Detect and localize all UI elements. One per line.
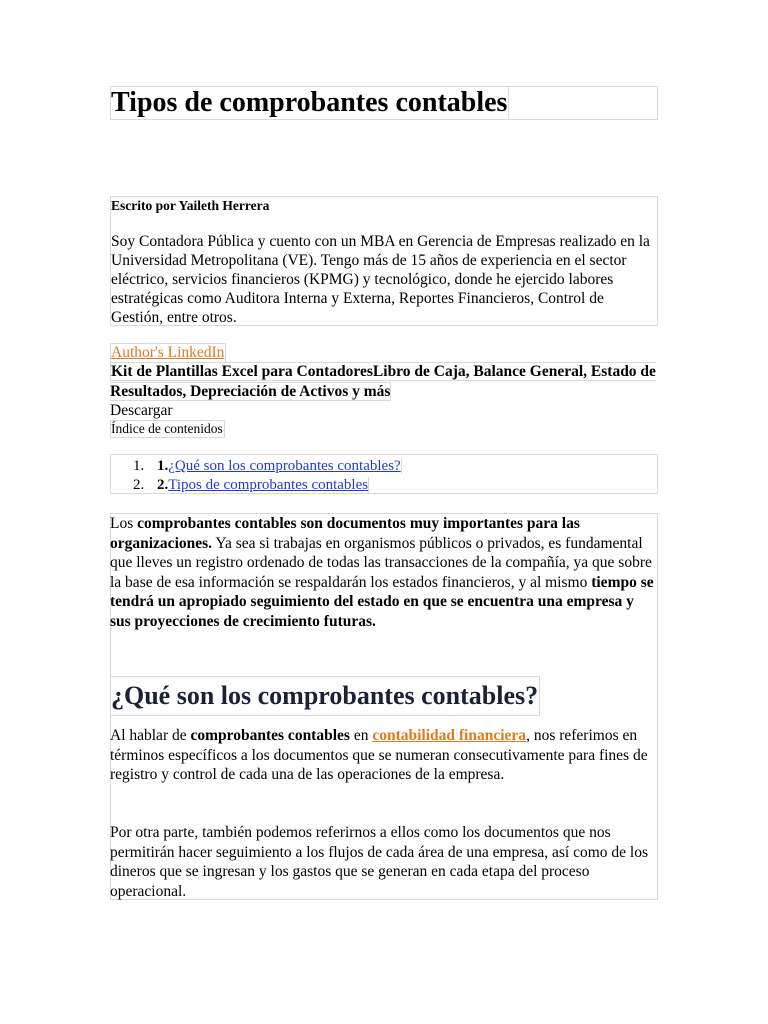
author-byline: Escrito por Yaileth Herrera [111,198,270,213]
toc-label: Índice de contenidos [111,421,223,436]
toc-item-2-listnum: 2. [133,477,145,493]
toc-list [110,454,658,494]
intro-bold-2: tiempo se tendrá un apropiado seguimiento del estado en que se encuentra una empresa y sus proyecciones de crecimiento futuras. [110,573,654,630]
page-title: Tipos de comprobantes contables [111,87,508,118]
author-linkedin-link[interactable]: Author's LinkedIn [111,344,225,361]
section1-paragraph-1 [110,726,658,785]
p1-text-c: en [349,727,373,744]
p1-text-d: , nos referimos en términos específicos a los documentos que se numeran consecutivamente para fines de registro y control de cada una de las operaciones de la empresa. [110,727,648,784]
intro-paragraph [110,514,658,632]
kit-promo-title[interactable] [110,362,658,402]
contabilidad-financiera-link[interactable]: contabilidad financiera [372,727,527,744]
author-bio: Soy Contadora Pública y cuento con un MBA en Gerencia de Empresas realizado en la Universidad Metropolitana (VE). Tengo más de 15 años de experiencia en el sector eléctrico, servicios financieros (KPMG) y tecnológico, donde he ejercido labores estratégicas como Auditora Interna y Externa, Reportes Financieros, Control de Gestión, entre otros. [111,233,650,326]
toc-item-1-boldnum: 1. [157,458,169,474]
toc-item-1[interactable] [133,457,402,475]
toc-item-1-link[interactable]: ¿Qué son los comprobantes contables? [168,458,401,474]
section1-paragraph-2: Por otra parte, también podemos referirnos a ellos como los documentos que nos permitirán hacer seguimiento a los flujos de cada área de una empresa, así como de los dineros que se ingresan y los gastos que se generan en cada etapa del proceso operacional. [110,824,648,900]
intro-text-2: Ya sea si trabajas en organismos públicos o privados, es fundamental que lleves un registro ordenado de todas las transacciones de la compañía, ya que sobre la base de esa información se respaldarán los estados financieros, y al mismo [110,534,652,591]
toc-item-1-listnum: 1. [133,458,145,474]
section-heading-que-son: ¿Qué son los comprobantes contables? [110,676,540,716]
intro-bold-1: comprobantes contables son documentos muy importantes para las organizaciones. [110,515,580,552]
intro-text-1: Los [110,515,138,532]
author-box [110,196,658,326]
p1-text-a: Al hablar de [110,727,191,744]
toc-item-2-boldnum: 2. [157,477,169,493]
p1-bold: comprobantes contables [190,727,350,744]
kit-promo-title-text: Kit de Plantillas Excel para ContadoresLibro de Caja, Balance General, Estado de Resultados, Depreciación de Activos y más [110,363,656,400]
toc-item-2-link[interactable]: Tipos de comprobantes contables [168,477,369,493]
download-link[interactable]: Descargar [110,402,173,419]
toc-item-2[interactable] [133,476,369,494]
title-container [110,86,658,120]
